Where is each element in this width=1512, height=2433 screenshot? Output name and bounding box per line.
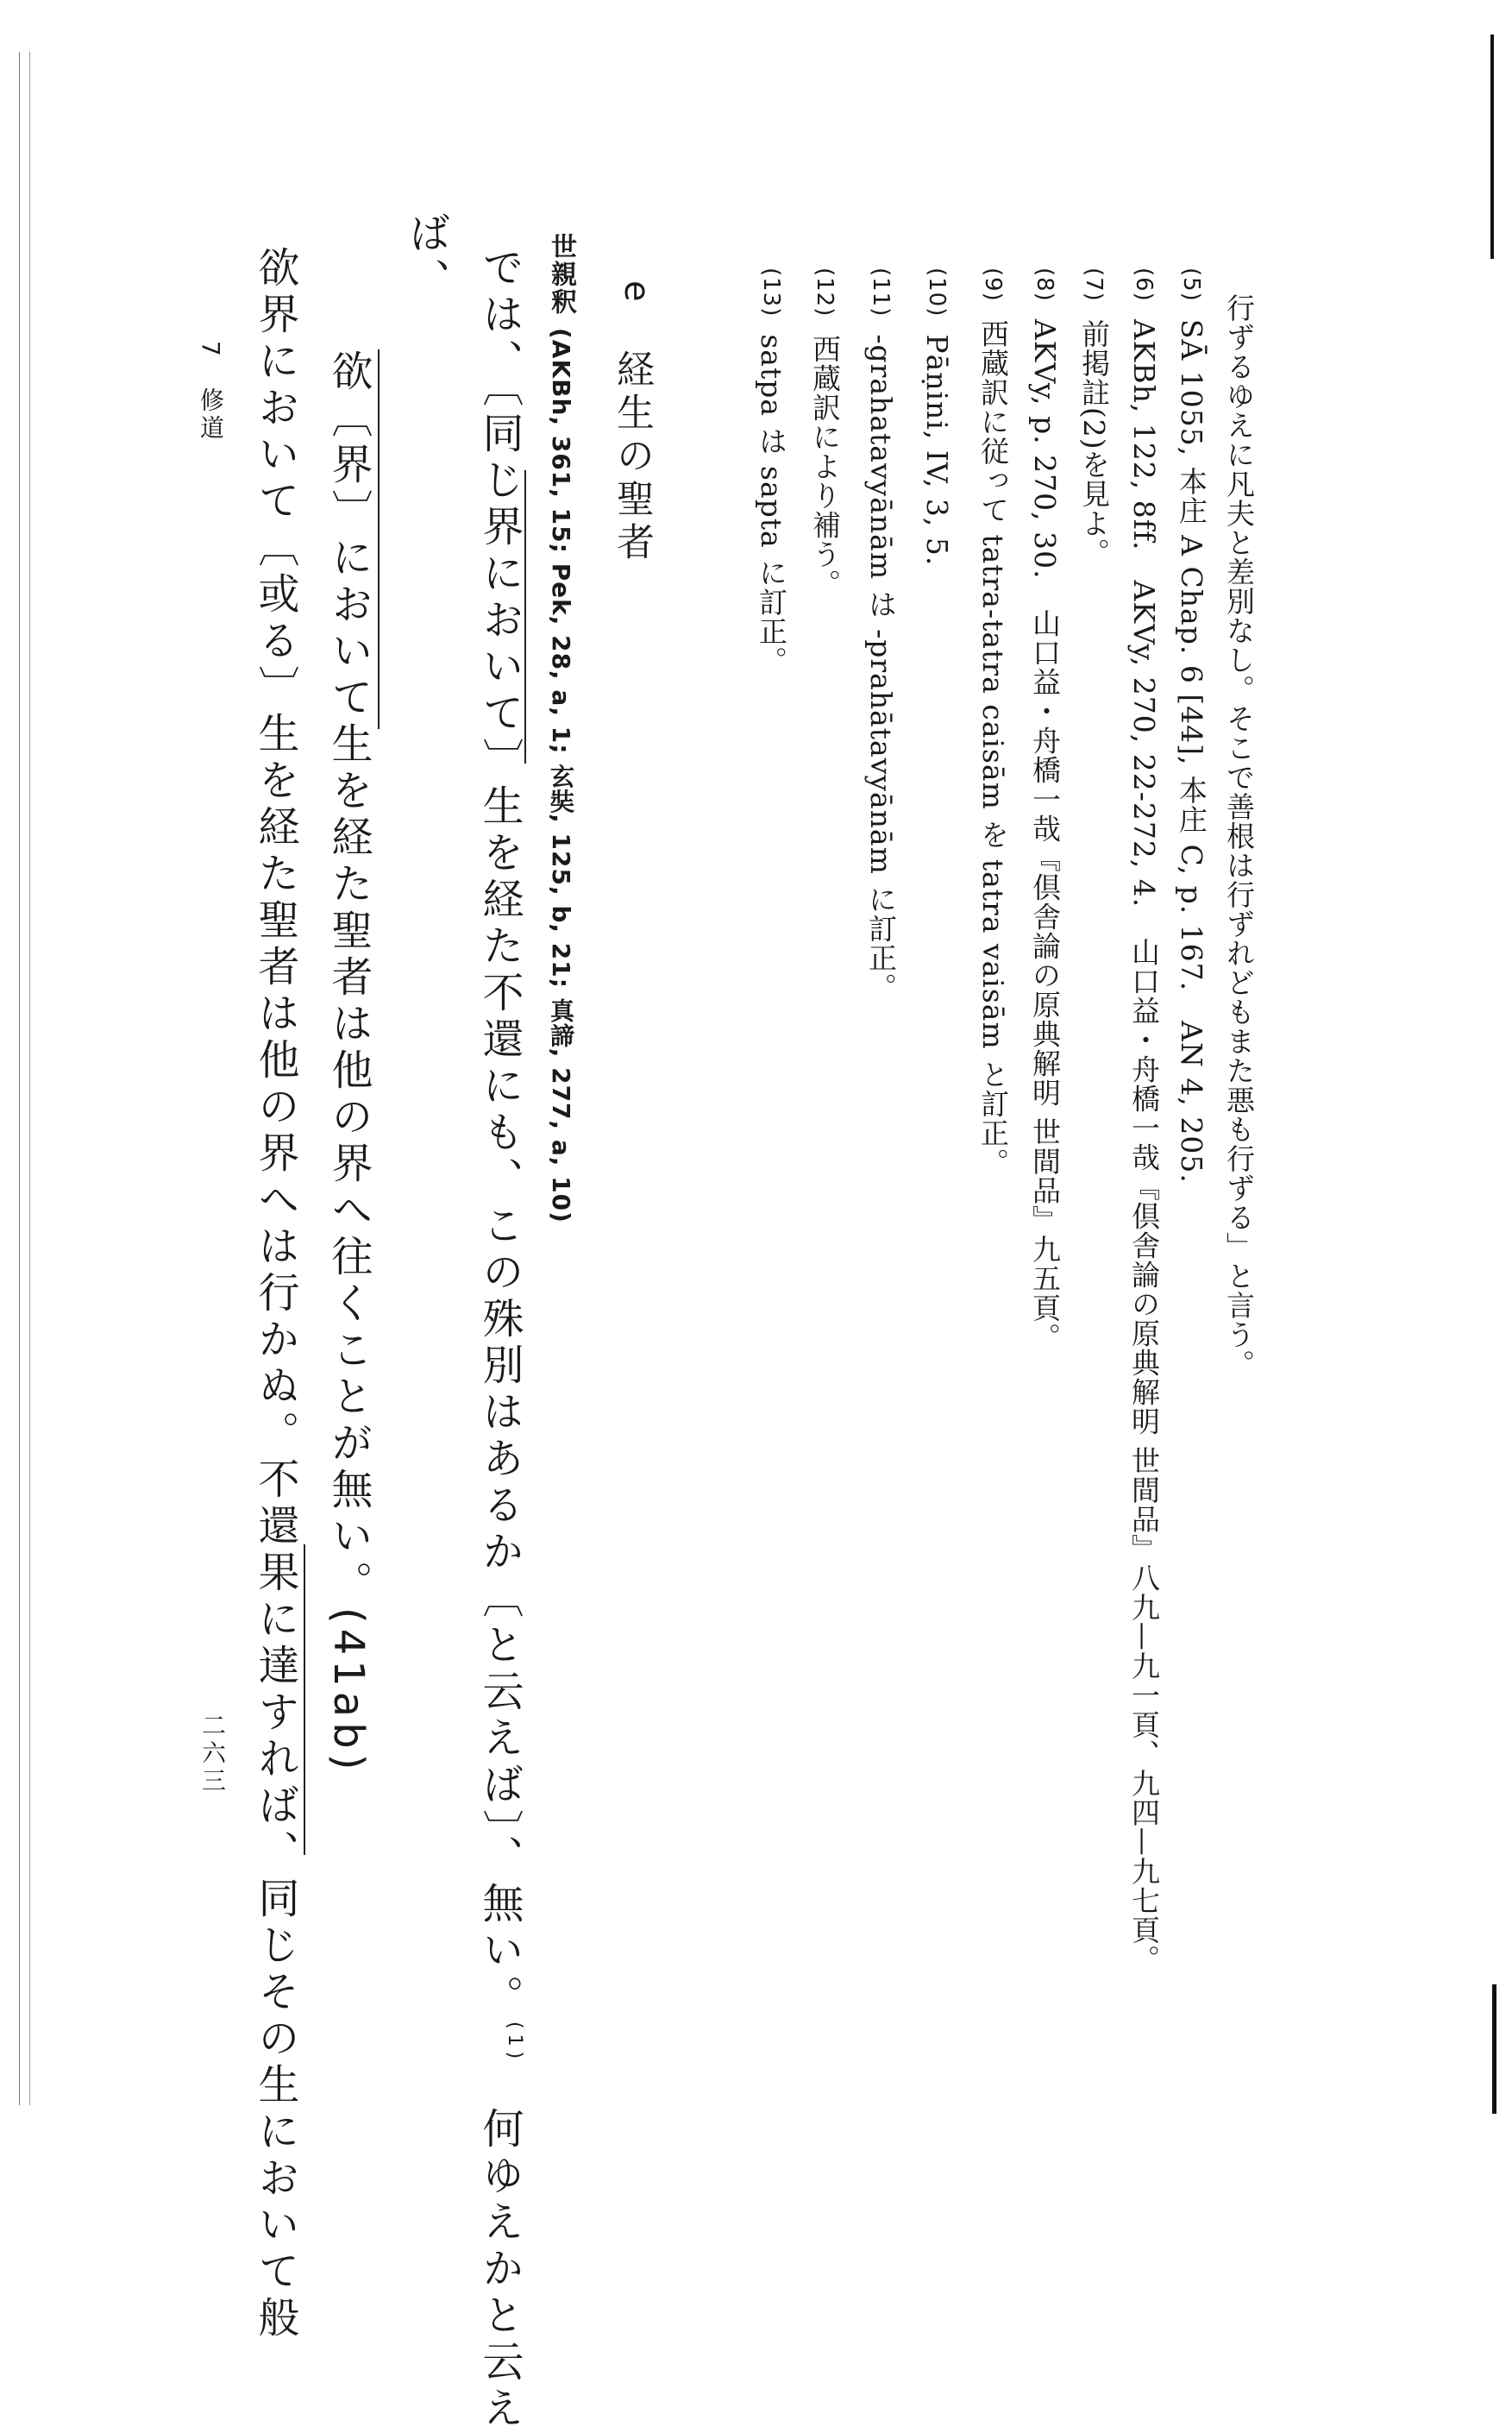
emphasis-rule: [524, 470, 526, 764]
note-13: [757, 267, 786, 676]
note-number: (12): [812, 267, 838, 317]
note-text: AKBh, 122, 8ff. AKVy, 270, 22-272, 4. 山口益・舟橋一哉『倶舎論の原典解明 世間品』八九—九一頁、九四—九七頁。: [1127, 318, 1161, 1974]
emphasis-rule: [378, 349, 380, 729]
note-12: [808, 267, 842, 599]
verse-line: 欲〔界〕において生を経た聖者は他の界へ往くことが無い。(41ab): [324, 349, 373, 1776]
note-number: (9): [980, 267, 1006, 302]
note-text: satpa は sapta に訂正。: [755, 334, 788, 676]
note-8: [1028, 267, 1062, 1353]
note-number: (10): [924, 267, 950, 317]
body-paragraph-1-continued: ば、: [402, 211, 450, 305]
note-9: [976, 267, 1010, 1178]
note-5: [1177, 267, 1206, 1184]
note-text: 前掲註(2)を見よ。: [1077, 318, 1111, 568]
body-text: では、〔同じ界において〕生を経た不還にも、この殊別はあるか〔と云えば〕、無い。: [475, 246, 524, 2021]
body-paragraph-1: [475, 246, 525, 2433]
note-number: (7): [1081, 267, 1107, 302]
note-11: [864, 267, 898, 1003]
body-text: 何ゆえかと云え: [475, 2107, 524, 2433]
margin-line: [1492, 1984, 1496, 2114]
chapter-footer: 7 修道: [197, 341, 225, 443]
note-6: [1127, 267, 1161, 1974]
note-text: Pāṇini, IV, 3, 5.: [920, 334, 954, 567]
note-text: 西蔵訳により補う。: [808, 334, 842, 599]
note-number: (8): [1032, 267, 1057, 302]
footnote-ref: (1): [504, 2021, 525, 2065]
section-label: e: [617, 280, 656, 302]
note-text: -grahatavyānām は -prahātavyānām に訂正。: [864, 334, 898, 1003]
section-heading: 経生の聖者: [610, 349, 654, 565]
source-label: 世親釈: [546, 233, 576, 316]
note-text: SĀ 1055, 本庄 A Chap. 6 [44], 本庄 C, p. 167. AN 4, 205.: [1175, 318, 1208, 1184]
note-10: [920, 267, 954, 567]
note-text: AKVy, p. 270, 30. 山口益・舟橋一哉『倶舎論の原典解明 世間品』九五頁。: [1028, 318, 1062, 1353]
body-paragraph-2: 欲界において〔或る〕生を経た聖者は他の界へは行かぬ。不還果に達すれば、同じその生において般: [251, 246, 299, 2342]
note-text: 西蔵訳に従って tatra-tatra caisām を tatra vaisām と訂正。: [976, 318, 1010, 1178]
emphasis-rule: [304, 1544, 305, 1855]
note-number: (6): [1131, 267, 1157, 302]
margin-line: [29, 52, 30, 2105]
note-continuation: 行ずるゆえに凡夫と差別なし。そこで善根は行ずれどもまた悪も行ずる」と言う。: [1222, 293, 1256, 1379]
page-number: 二六三: [198, 1713, 227, 1795]
note-number: (13): [758, 267, 784, 317]
note-number: (5): [1178, 267, 1204, 302]
margin-line: [1490, 35, 1494, 259]
margin-line: [19, 52, 20, 2105]
source-reference: [548, 233, 574, 1223]
source-citation: (AKBh, 361, 15; Pek, 28, a, 1; 玄奘, 125, b, 21; 真諦, 277, a, 10): [547, 328, 575, 1223]
note-7: [1077, 267, 1111, 568]
note-number: (11): [868, 267, 894, 317]
